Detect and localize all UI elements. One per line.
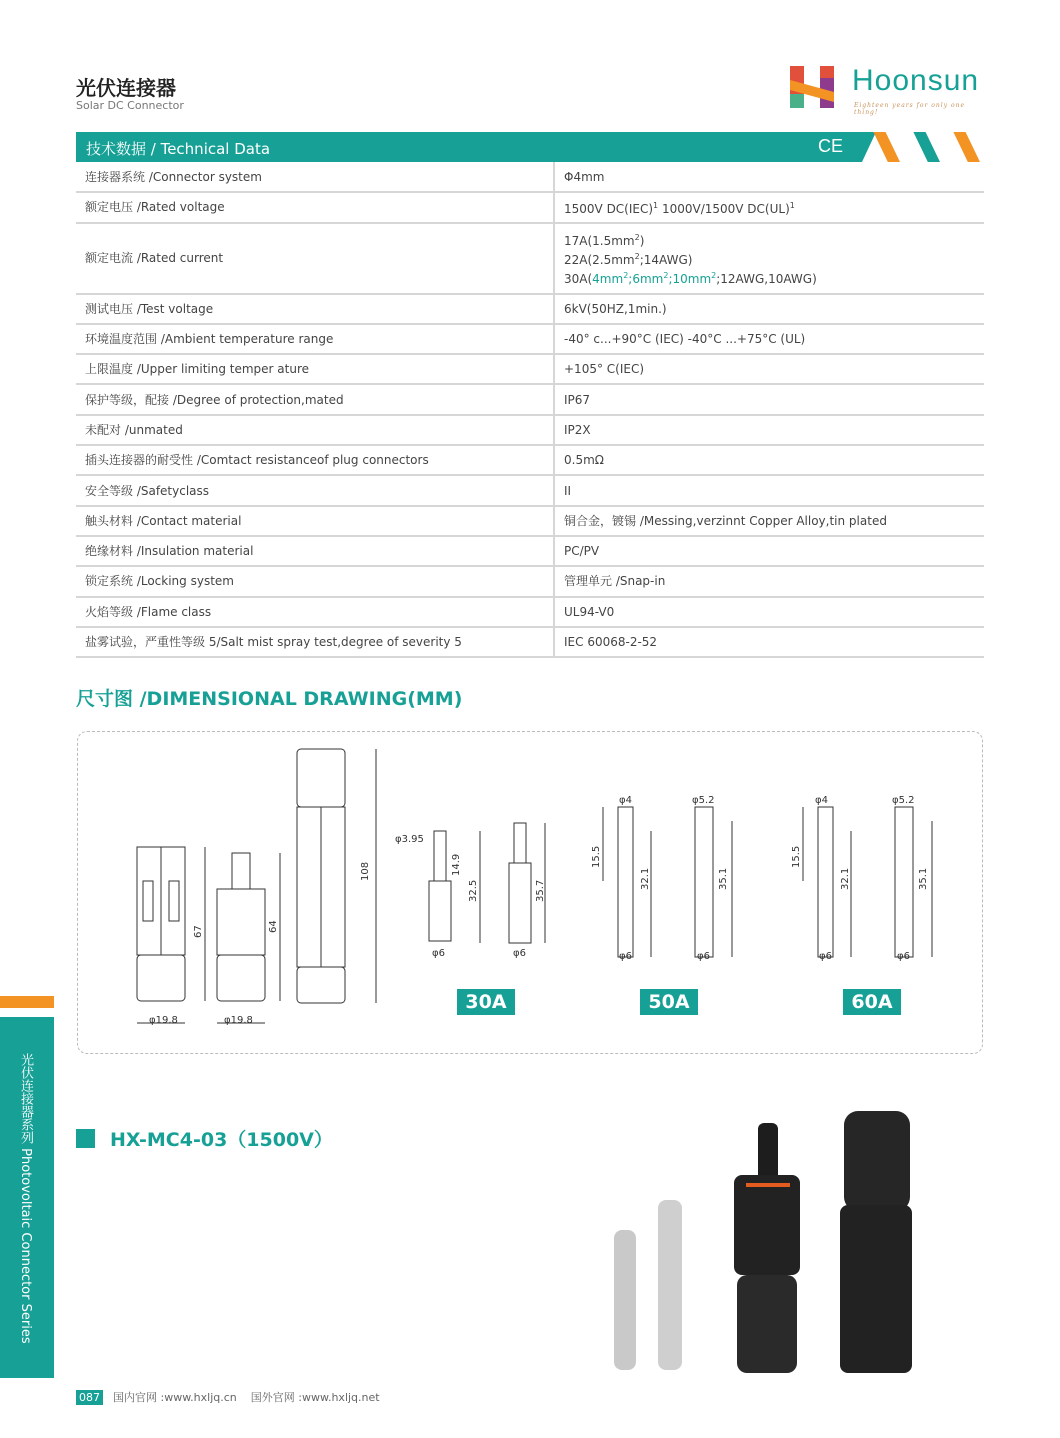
dim-label: 35.1 (718, 867, 729, 890)
table-cell: 额定电流 /Rated current (76, 223, 554, 294)
dim-label: φ19.8 (224, 1015, 253, 1026)
dim-label: 108 (360, 861, 371, 881)
table-row (76, 294, 984, 324)
table-cell: 管理单元 /Snap-in (554, 566, 984, 596)
logo-name: Hoonsun (852, 64, 980, 97)
dim-label: φ5.2 (692, 795, 715, 806)
side-banner (0, 1017, 54, 1378)
logo-mark-icon (788, 62, 838, 112)
dim-label: 64 (268, 920, 279, 933)
side-accent (0, 996, 54, 1008)
footer (76, 1389, 380, 1405)
overseas-website-link[interactable]: 国外官网 :www.hxljq.net (250, 1391, 380, 1404)
table-row (76, 536, 984, 566)
table-row (76, 627, 984, 657)
dim-label: φ6 (697, 951, 710, 962)
table-cell: 插头连接器的耐受性 /Comtact resistanceof plug connectors (76, 445, 554, 475)
table-row (76, 566, 984, 596)
dim-label: φ6 (819, 951, 832, 962)
table-cell: Φ4mm (554, 162, 984, 192)
table-row (76, 324, 984, 354)
dim-label: 35.1 (918, 867, 929, 890)
table-row (76, 445, 984, 475)
table-cell: PC/PV (554, 536, 984, 566)
table-cell: 1500V DC(IEC)$^1$ 1000V/1500V DC(UL)$^1$ (554, 192, 984, 222)
dim-label: 14.9 (451, 853, 462, 876)
table-cell: +105° C(IEC) (554, 354, 984, 384)
dim-label: φ3.95 (395, 834, 424, 845)
table-cell: 测试电压 /Test voltage (76, 294, 554, 324)
table-row (76, 475, 984, 505)
table-row (76, 506, 984, 536)
product-photo (600, 1105, 920, 1377)
technical-data-table (76, 162, 984, 658)
technical-data-header (76, 132, 984, 162)
logo-tagline: Eighteen years for only one thing! (854, 102, 965, 116)
table-row (76, 162, 984, 192)
table-cell: 未配对 /unmated (76, 415, 554, 445)
amp-badge-60a: 60A (843, 989, 901, 1015)
table-cell: 保护等级，配接 /Degree of protection,mated (76, 384, 554, 414)
table-row (76, 354, 984, 384)
brand-logo (788, 62, 988, 114)
table-cell: 0.5mΩ (554, 445, 984, 475)
table-cell: 安全等级 /Safetyclass (76, 475, 554, 505)
table-cell: $17A(1.5mm^2)$ $22A(2.5mm^2;14AWG)$ $30A(4mm^2;6mm^2;10mm^2;12AWG,10AWG)$ (554, 223, 984, 294)
amp-badge-50a: 50A (640, 989, 698, 1015)
square-bullet-icon (76, 1129, 95, 1148)
table-cell: 盐雾试验，严重性等级 5/Salt mist spray test,degree of severity 5 (76, 627, 554, 657)
dimensional-drawing-title: 尺寸图 /DIMENSIONAL DRAWING(MM) (76, 688, 463, 710)
table-row (76, 192, 984, 222)
technical-data-title: 技术数据 / Technical Data (86, 140, 271, 158)
domestic-website-link[interactable]: 国内官网 :www.hxljq.cn (113, 1391, 237, 1404)
table-cell: 火焰等级 /Flame class (76, 597, 554, 627)
dim-label: 67 (193, 925, 204, 938)
page-subtitle: Solar DC Connector (76, 99, 184, 112)
table-cell: 额定电压 /Rated voltage (76, 192, 554, 222)
side-banner-text: 光伏连接器系列 Photovoltaic Connector Series (18, 1053, 33, 1344)
dim-label: φ4 (815, 795, 828, 806)
dim-label: φ4 (619, 795, 632, 806)
table-cell: 上限温度 /Upper limiting temper ature (76, 354, 554, 384)
dim-label: 15.5 (591, 845, 602, 868)
model-heading: HX-MC4-03（1500V） (76, 1125, 333, 1152)
dim-label: 32.1 (840, 867, 851, 890)
table-cell: 环境温度范围 /Ambient temperature range (76, 324, 554, 354)
table-cell: 铜合金，镀锡 /Messing,verzinnt Copper Alloy,tin plated (554, 506, 984, 536)
table-cell: 绝缘材料 /Insulation material (76, 536, 554, 566)
table-cell: 触头材料 /Contact material (76, 506, 554, 536)
dim-label: 15.5 (791, 845, 802, 868)
dim-label: φ6 (897, 951, 910, 962)
table-cell: 6kV(50HZ,1min.) (554, 294, 984, 324)
dim-label: φ6 (432, 948, 445, 959)
table-cell: -40° c...+90°C (IEC) -40°C ...+75°C (UL) (554, 324, 984, 354)
table-cell: 锁定系统 /Locking system (76, 566, 554, 596)
dim-label: φ6 (619, 951, 632, 962)
table-cell: 连接器系统 /Connector system (76, 162, 554, 192)
table-row (76, 384, 984, 414)
dim-label: 35.7 (535, 879, 546, 902)
table-row (76, 223, 984, 294)
table-row (76, 597, 984, 627)
dim-label: φ19.8 (149, 1015, 178, 1026)
dim-label: φ5.2 (892, 795, 915, 806)
ce-mark: CE (818, 136, 844, 156)
page-title: 光伏连接器 (76, 76, 176, 100)
table-row (76, 415, 984, 445)
table-cell: IP67 (554, 384, 984, 414)
page-number: 087 (76, 1390, 103, 1405)
table-cell: IP2X (554, 415, 984, 445)
dim-label: 32.5 (468, 879, 479, 902)
table-cell: IEC 60068-2-52 (554, 627, 984, 657)
dim-label: 32.1 (640, 867, 651, 890)
amp-badge-30a: 30A (457, 989, 515, 1015)
table-cell: II (554, 475, 984, 505)
table-cell: UL94-V0 (554, 597, 984, 627)
dim-label: φ6 (513, 948, 526, 959)
